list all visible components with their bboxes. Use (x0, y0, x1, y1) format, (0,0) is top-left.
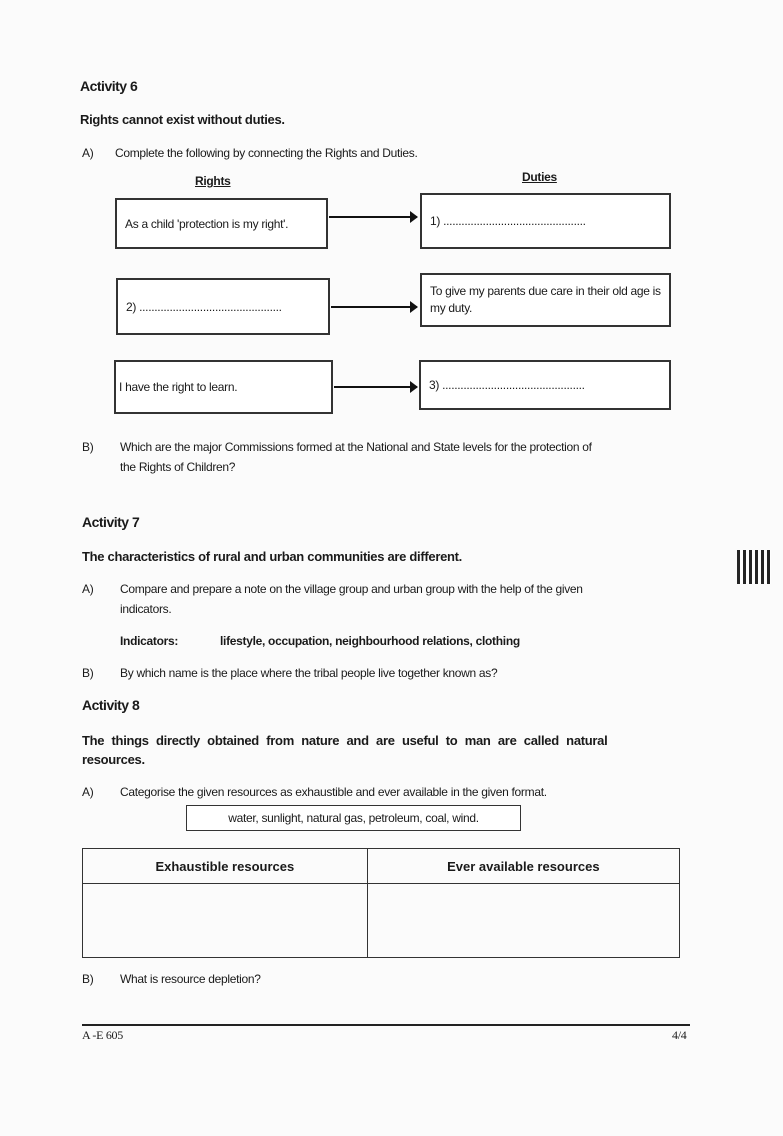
activity8-statement-line2: resources. (82, 752, 145, 767)
activity7-title: Activity 7 (82, 514, 140, 530)
activity7-question-b: By which name is the place where the tribal people live together known as? (120, 666, 498, 680)
resources-list-box: water, sunlight, natural gas, petroleum, coal, wind. (186, 805, 521, 831)
label-b: B) (82, 440, 94, 454)
activity6-title: Activity 6 (80, 78, 138, 94)
activity6-statement: Rights cannot exist without duties. (80, 112, 285, 127)
activity7-question-a-line2: indicators. (120, 602, 172, 616)
right-box-1: As a child 'protection is my right'. (115, 198, 328, 249)
activity8-question-a: Categorise the given resources as exhaustible and ever available in the given format. (120, 785, 547, 799)
label-b: B) (82, 666, 94, 680)
cell-exhaustible[interactable] (83, 884, 368, 958)
duty-box-3: 3) ............................................... (419, 360, 671, 410)
duty-box-2: To give my parents due care in their old age is my duty. (420, 273, 671, 327)
cell-ever-available[interactable] (367, 884, 679, 958)
label-b: B) (82, 972, 94, 986)
header-exhaustible: Exhaustible resources (83, 849, 368, 884)
right-box-2: 2) ............................................... (116, 278, 330, 335)
qr-code-icon (737, 550, 771, 584)
activity6-question-a: Complete the following by connecting the Rights and Duties. (115, 146, 418, 160)
activity8-question-b: What is resource depletion? (120, 972, 261, 986)
duty-box-1: 1) ............................................... (420, 193, 671, 249)
indicators-list: lifestyle, occupation, neighbourhood relations, clothing (220, 634, 520, 648)
activity8-title: Activity 8 (82, 697, 140, 713)
indicators-label: Indicators: (120, 634, 179, 648)
page-number: 4/4 (672, 1028, 687, 1042)
rights-header: Rights (195, 174, 231, 188)
resources-table (82, 848, 680, 958)
arrow-2 (331, 306, 417, 308)
arrow-3 (334, 386, 417, 388)
footer-rule (82, 1024, 690, 1026)
duties-header: Duties (522, 170, 557, 184)
activity7-statement: The characteristics of rural and urban communities are different. (82, 549, 462, 564)
activity8-statement-line1: The things directly obtained from nature and are useful to man are called natural (82, 733, 608, 748)
footer-code: A -E 605 (82, 1028, 123, 1042)
activity6-question-b-line1: Which are the major Commissions formed at the National and State levels for the protection of (120, 440, 592, 454)
right-box-3: I have the right to learn. (114, 360, 333, 414)
header-ever-available: Ever available resources (367, 849, 679, 884)
arrow-1 (329, 216, 417, 218)
label-a: A) (82, 785, 94, 799)
label-a: A) (82, 582, 94, 596)
activity6-question-b-line2: the Rights of Children? (120, 460, 236, 474)
activity7-question-a-line1: Compare and prepare a note on the village group and urban group with the help of the given (120, 582, 583, 596)
label-a: A) (82, 146, 94, 160)
